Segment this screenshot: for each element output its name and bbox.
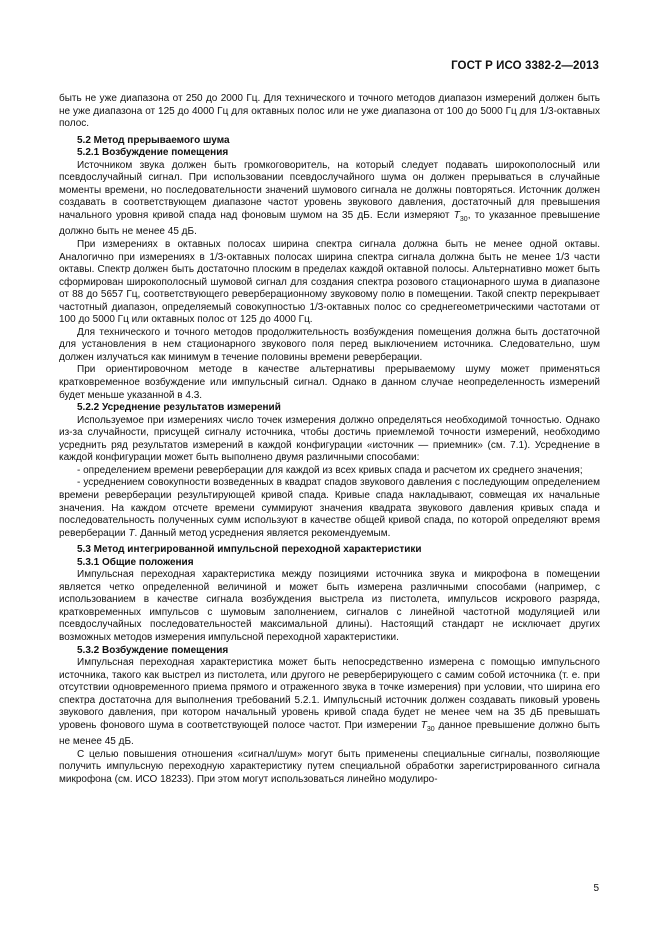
subsection-heading-5-2-1: 5.2.1 Возбуждение помещения xyxy=(77,147,229,159)
paragraph-continuation: быть не уже диапазона от 250 до 2000 Гц. Для технического и точного методов диапазон измерений должен быть не уже диапазона от 125 до 4000 Гц для октавных полос или не уже диапазона от 100 до 5000 Гц для 1/3-октавных полос. xyxy=(59,93,600,130)
page-number: 5 xyxy=(593,883,599,894)
list-item-averaging-2: - усреднением совокупности возведенных в квадрат спадов звукового давления с последующим определением времени реверберации результирующей кривой спада. Кривые спада накладывают, совмещая их начальные значения. На каждом отсчете времени суммируют значения квадрата звукового давления кривых спада и последовательность полученных сумм используют в качестве общей кривой спада, по которой определяют время реверберации T. Данный метод усреднения является рекомендуемым. xyxy=(59,477,600,539)
subsection-heading-5-3-2: 5.3.2 Возбуждение помещения xyxy=(77,644,229,656)
paragraph-signal-noise: С целью повышения отношения «сигнал/шум» могут быть применены специальные сигналы, позволяющие получить импульсную переходную характеристику путем специальной обработки зарегистрированного сигнала микрофона (см. ИСО 18233). При этом могут использоваться линейно модулиро- xyxy=(59,748,600,785)
paragraph-impulse-response: Импульсная переходная характеристика между позициями источника звука и микрофона в помещении является четко определенной величиной и может быть измерена различными способами (например, с использованием в качестве сигнала возбуждения выстрела из пистолета, импульсов искрового разряда, кратковременных импульсов с шумовым заполнением, сигналов с линейной частотной модуляцией или псевдослучайных последовательностей максимальной длины). Настоящий стандарт не исключает других возможных методов измерения импульсной переходной характеристики. xyxy=(59,569,600,643)
subsection-heading-5-3-1: 5.3.1 Общие положения xyxy=(77,556,194,568)
document-body xyxy=(59,93,600,787)
paragraph-excitation-duration: Для технического и точного методов продолжительность возбуждения помещения должна быть достаточной для установления в нем стационарного звукового поля перед выключением источника. Следовательно, шум должен излучаться как минимум в течение половины времени реверберации. xyxy=(59,326,600,363)
paragraph-averaging: Используемое при измерениях число точек измерения должно определяться необходимой точностью. Однако из-за случайности, присущей сигналу источника, чтобы достичь приемлемой точности измерений, необходимо усреднить ряд результатов измерений в каждой конфигурации «источник — приемник» (см. 7.1). Усреднение в каждой конфигурации может быть выполнено двумя различными способами: xyxy=(59,414,600,464)
paragraph-spectrum: При измерениях в октавных полосах ширина спектра сигнала должна быть не менее одной октавы. Аналогично при измерениях в 1/3-октавных полосах ширина спектра сигнала должна быть не менее 1/3 части октавы. Спектр должен быть достаточно плоским в пределах каждой октавной полосы. Альтернативно может быть сформирован широкополосный шумовой сигнал для создания спектра розового стационарного шума в диапазоне от 88 до 5657 Гц, соответствующего реверберационному звуковому полю в помещении. Такой спектр перекрывает частотный диапазон, определяемый совокупностью 1/3-октавных полос со среднегеометрическими частотами от 100 до 5000 Гц или октавных полос от 125 до 4000 Гц. xyxy=(59,239,600,326)
section-heading-5-2: 5.2 Метод прерываемого шума xyxy=(77,134,230,146)
section-heading-5-3: 5.3 Метод интегрированной импульсной переходной характеристики xyxy=(77,544,422,556)
paragraph-impulse-source: Импульсная переходная характеристика может быть непосредственно измерена с помощью импульсного источника, такого как выстрел из пистолета, или другого не реверберирующего с самим собой источника (т. е. при отсутствии одновременного приема прямого и отраженного звука в точке измерения) при условии, что ширина его спектра достаточна для выполнения требований 5.2.1. Импульсный источник должен создавать пиковый уровень звукового давления, при котором начальный уровень кривой спада будет не менее чем на 35 дБ превышать уровень фонового шума в соответствующей полосе частот. При измерении $T_{30}$ данное превышение должно быть не менее 45 дБ. xyxy=(59,657,601,748)
list-item-averaging-1: - определением времени реверберации для каждой из всех кривых спада и расчетом их среднего значения; xyxy=(77,464,583,476)
paragraph-sound-source: Источником звука должен быть громкоговоритель, на который следует подавать широкополосный или псевдослучайный сигнал. При использовании псевдослучайного шума он должен прерываться в случайные моменты времени, но последовательности значений шумового сигнала не должны повторяться. Источник должен создавать в соответствующем диапазоне частот уровень звукового давления, достаточный для превышения начального уровня кривой спада над фоновым шумом на 35 дБ. Если измеряют $T_{30}$, то указанное превышение должно быть не менее 45 дБ. xyxy=(59,159,601,238)
document-header: ГОСТ Р ИСО 3382-2—2013 xyxy=(451,60,599,72)
subsection-heading-5-2-2: 5.2.2 Усреднение результатов измерений xyxy=(77,402,281,414)
paragraph-survey-method: При ориентировочном методе в качестве альтернативы прерываемому шуму может применяться кратковременное возбуждение или импульсный сигнал. Однако в данном случае неопределенность измерений будет меньше указанной в 4.3. xyxy=(59,364,600,401)
